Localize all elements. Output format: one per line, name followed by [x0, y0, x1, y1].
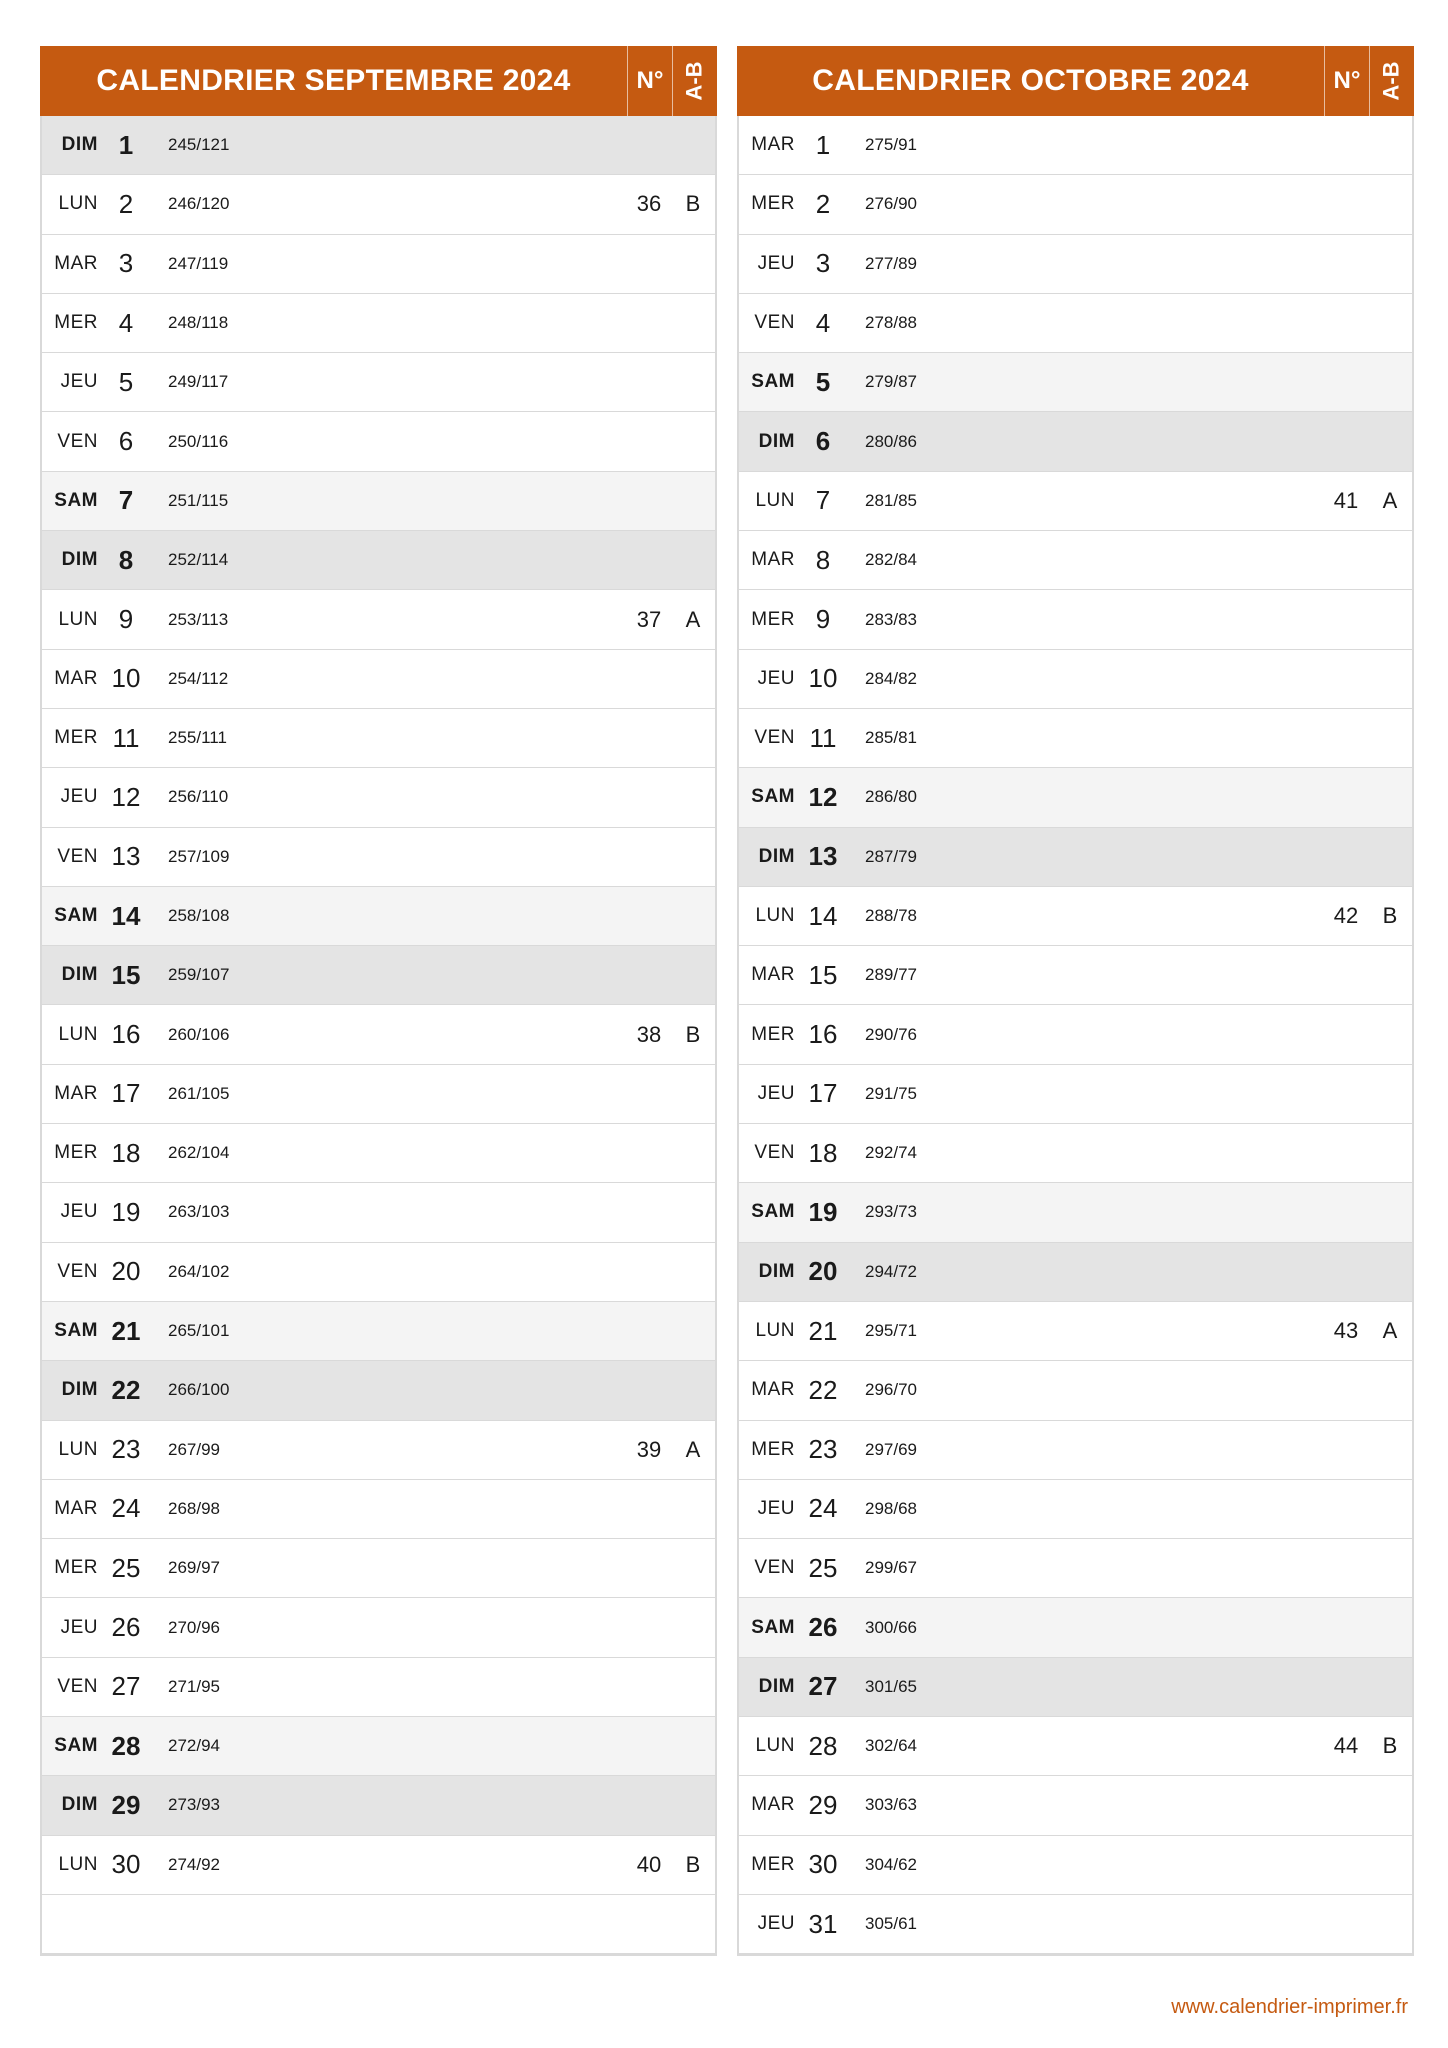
- day-of-year: 290/76: [865, 1024, 917, 1044]
- day-name: MAR: [751, 134, 795, 156]
- week-number: 41: [1333, 487, 1359, 513]
- day-name: MAR: [751, 1379, 795, 1401]
- day-name: JEU: [60, 371, 98, 393]
- day-of-year: 292/74: [865, 1143, 917, 1163]
- day-name: MER: [54, 312, 98, 334]
- day-name: MER: [751, 608, 795, 630]
- day-number: 27: [808, 1671, 838, 1702]
- day-of-year: 304/62: [865, 1854, 917, 1874]
- day-row: [42, 828, 715, 887]
- day-of-year: 294/72: [865, 1261, 917, 1281]
- day-number: 4: [815, 307, 831, 338]
- day-number: 16: [111, 1019, 141, 1050]
- ab-week: A: [1382, 1318, 1398, 1344]
- day-row: [739, 116, 1412, 175]
- day-of-year: 257/109: [168, 846, 230, 866]
- day-name: LUN: [755, 1320, 795, 1342]
- day-of-year: 286/80: [865, 787, 917, 807]
- day-number: 16: [808, 1019, 838, 1050]
- day-of-year: 302/64: [865, 1736, 917, 1756]
- day-of-year: 282/84: [865, 550, 917, 570]
- day-row: [739, 353, 1412, 412]
- day-number: 2: [815, 188, 831, 219]
- day-number: 13: [808, 841, 838, 872]
- day-number: 3: [118, 248, 134, 279]
- day-number: 26: [808, 1612, 838, 1643]
- day-row: [739, 650, 1412, 709]
- day-number: 27: [111, 1671, 141, 1702]
- day-name: MAR: [54, 1497, 98, 1519]
- calendar-header: [40, 46, 717, 116]
- day-of-year: 253/113: [168, 609, 229, 629]
- day-name: DIM: [61, 549, 98, 571]
- day-of-year: 255/111: [168, 728, 227, 748]
- day-of-year: 251/115: [168, 490, 229, 510]
- day-row: [42, 1776, 715, 1835]
- week-number: 37: [636, 606, 662, 632]
- calendar-october: [737, 46, 1414, 1956]
- day-number: 12: [808, 781, 838, 812]
- week-number: 43: [1333, 1318, 1359, 1344]
- day-of-year: 263/103: [168, 1202, 230, 1222]
- calendar-rows: [739, 116, 1412, 1954]
- day-name: DIM: [61, 964, 98, 986]
- day-number: 1: [815, 129, 831, 160]
- day-of-year: 285/81: [865, 728, 917, 748]
- day-row: [42, 1302, 715, 1361]
- day-number: 28: [111, 1730, 141, 1761]
- day-row: [42, 1183, 715, 1242]
- day-of-year: 273/93: [168, 1795, 220, 1815]
- day-of-year: 284/82: [865, 668, 917, 688]
- day-name: SAM: [54, 489, 98, 511]
- day-number: 20: [808, 1256, 838, 1287]
- day-of-year: 272/94: [168, 1736, 220, 1756]
- day-of-year: 268/98: [168, 1498, 220, 1518]
- day-number: 23: [111, 1434, 141, 1465]
- ab-week: B: [685, 1021, 701, 1047]
- day-name: LUN: [58, 1853, 98, 1875]
- day-number: 10: [111, 663, 141, 694]
- day-number: 20: [111, 1256, 141, 1287]
- day-number: 18: [808, 1137, 838, 1168]
- day-row: [739, 1776, 1412, 1835]
- day-name: LUN: [755, 905, 795, 926]
- ab-week-header: [1370, 46, 1414, 116]
- day-of-year: 299/67: [865, 1558, 917, 1578]
- day-row: [739, 1539, 1412, 1598]
- day-number: 21: [111, 1315, 141, 1346]
- day-number: 8: [815, 544, 831, 575]
- day-number: 23: [808, 1434, 838, 1465]
- day-number: 12: [111, 781, 141, 812]
- day-of-year: 258/108: [168, 906, 230, 925]
- day-row: [42, 1836, 715, 1895]
- day-of-year: 278/88: [865, 313, 917, 333]
- day-row: [42, 1124, 715, 1183]
- ab-week: B: [685, 191, 701, 217]
- day-of-year: 245/121: [168, 135, 230, 155]
- day-row: [42, 116, 715, 175]
- day-of-year: 248/118: [168, 313, 229, 333]
- day-of-year: 295/71: [865, 1321, 917, 1341]
- day-name: DIM: [61, 134, 98, 156]
- day-name: MAR: [54, 1082, 98, 1104]
- day-number: 22: [808, 1374, 838, 1405]
- day-number: 25: [808, 1552, 838, 1583]
- day-number: 31: [808, 1908, 838, 1939]
- day-of-year: 246/120: [168, 194, 230, 214]
- day-name: VEN: [754, 312, 795, 334]
- day-row: [739, 1243, 1412, 1302]
- day-name: MER: [54, 727, 98, 749]
- day-row: [42, 294, 715, 353]
- day-of-year: 289/77: [865, 965, 917, 985]
- day-number: 29: [111, 1789, 141, 1820]
- day-number: 14: [808, 900, 838, 931]
- day-name: VEN: [57, 430, 98, 452]
- day-row: [42, 472, 715, 531]
- week-number: 38: [636, 1021, 662, 1047]
- day-row: [739, 531, 1412, 590]
- day-number: 13: [111, 841, 141, 872]
- day-of-year: 288/78: [865, 906, 917, 925]
- day-of-year: 301/65: [865, 1676, 917, 1696]
- day-name: JEU: [757, 667, 795, 689]
- day-row: [739, 1658, 1412, 1717]
- day-row: [739, 768, 1412, 827]
- day-row: [42, 887, 715, 946]
- day-number: 30: [111, 1849, 141, 1880]
- day-name: SAM: [751, 371, 795, 393]
- day-name: LUN: [58, 193, 98, 215]
- day-row: [42, 531, 715, 590]
- day-of-year: 298/68: [865, 1498, 917, 1518]
- day-number: 4: [118, 307, 134, 338]
- day-name: SAM: [751, 1201, 795, 1223]
- day-number: 30: [808, 1849, 838, 1880]
- day-row: [739, 472, 1412, 531]
- day-number: 25: [111, 1552, 141, 1583]
- day-of-year: 279/87: [865, 372, 917, 392]
- day-of-year: 269/97: [168, 1558, 220, 1578]
- day-name: LUN: [58, 608, 98, 630]
- day-number: 28: [808, 1730, 838, 1761]
- day-row: [42, 235, 715, 294]
- day-of-year: 264/102: [168, 1261, 230, 1281]
- day-number: 9: [118, 604, 134, 635]
- day-row: [739, 709, 1412, 768]
- day-of-year: 262/104: [168, 1143, 230, 1163]
- day-of-year: 303/63: [865, 1795, 917, 1815]
- day-name: LUN: [58, 1023, 98, 1045]
- ab-week-header-label: A-B: [1378, 61, 1404, 101]
- day-name: VEN: [57, 1675, 98, 1697]
- day-name: JEU: [757, 252, 795, 274]
- day-row: [739, 294, 1412, 353]
- day-row: [42, 412, 715, 471]
- day-of-year: 249/117: [168, 372, 229, 392]
- day-row: [739, 887, 1412, 946]
- day-of-year: 296/70: [865, 1380, 917, 1400]
- day-of-year: 300/66: [865, 1617, 917, 1637]
- day-name: MAR: [751, 549, 795, 571]
- day-row: [42, 946, 715, 1005]
- day-row: [42, 1361, 715, 1420]
- day-row: [42, 353, 715, 412]
- day-row: [739, 175, 1412, 234]
- day-row: [42, 1065, 715, 1124]
- calendar-title: CALENDRIER SEPTEMBRE 2024: [40, 46, 628, 116]
- day-row: [739, 590, 1412, 649]
- day-of-year: 261/105: [168, 1083, 230, 1103]
- day-of-year: 297/69: [865, 1439, 917, 1459]
- week-number: 42: [1333, 903, 1359, 928]
- day-name: VEN: [754, 1142, 795, 1164]
- day-row: [42, 1243, 715, 1302]
- day-of-year: 277/89: [865, 253, 917, 273]
- day-name: DIM: [61, 1379, 98, 1401]
- ab-week: A: [685, 606, 701, 632]
- day-number: 6: [815, 426, 831, 457]
- day-name: LUN: [755, 489, 795, 511]
- day-name: DIM: [758, 1675, 795, 1697]
- day-name: MAR: [751, 964, 795, 986]
- day-row: [42, 175, 715, 234]
- ab-week-header: [673, 46, 717, 116]
- day-row: [739, 1361, 1412, 1420]
- day-of-year: 270/96: [168, 1617, 220, 1637]
- day-name: SAM: [54, 1735, 98, 1757]
- day-name: MAR: [751, 1794, 795, 1816]
- day-number: 7: [815, 485, 831, 516]
- day-name: SAM: [54, 905, 98, 926]
- day-row: [739, 946, 1412, 1005]
- day-name: MAR: [54, 252, 98, 274]
- day-name: JEU: [757, 1913, 795, 1935]
- day-of-year: 283/83: [865, 609, 917, 629]
- day-name: DIM: [758, 845, 795, 867]
- day-row: [739, 1421, 1412, 1480]
- day-row: [739, 1005, 1412, 1064]
- day-of-year: 287/79: [865, 846, 917, 866]
- day-number: 15: [808, 959, 838, 990]
- day-of-year: 265/101: [168, 1321, 230, 1341]
- week-number: 40: [636, 1851, 662, 1877]
- day-of-year: 254/112: [168, 668, 229, 688]
- day-name: DIM: [758, 430, 795, 452]
- day-number: 10: [808, 663, 838, 694]
- day-name: MER: [751, 1023, 795, 1045]
- day-row: [739, 1302, 1412, 1361]
- day-number: 22: [111, 1374, 141, 1405]
- day-row: [739, 1124, 1412, 1183]
- day-number: 5: [118, 366, 134, 397]
- footer-url[interactable]: www.calendrier-imprimer.fr: [1171, 1996, 1408, 2018]
- day-number: 26: [111, 1612, 141, 1643]
- day-name: SAM: [54, 1320, 98, 1342]
- day-name: JEU: [60, 1201, 98, 1223]
- day-name: MER: [751, 1438, 795, 1460]
- day-number: 24: [808, 1493, 838, 1524]
- day-number: 18: [111, 1137, 141, 1168]
- day-name: JEU: [60, 786, 98, 808]
- day-of-year: 276/90: [865, 194, 917, 214]
- day-number: 1: [118, 129, 134, 160]
- day-of-year: 247/119: [168, 253, 229, 273]
- week-number-header: N°: [628, 46, 673, 116]
- day-name: VEN: [754, 1557, 795, 1579]
- day-row: [42, 1421, 715, 1480]
- day-of-year: 275/91: [865, 135, 917, 155]
- day-name: SAM: [751, 1616, 795, 1638]
- day-row: [739, 828, 1412, 887]
- ab-week: B: [1382, 1733, 1398, 1759]
- ab-week: B: [1382, 903, 1398, 928]
- day-of-year: 293/73: [865, 1202, 917, 1222]
- day-of-year: 274/92: [168, 1854, 220, 1874]
- day-number: 9: [815, 604, 831, 635]
- day-of-year: 259/107: [168, 965, 230, 985]
- day-number: 15: [111, 959, 141, 990]
- day-name: JEU: [757, 1497, 795, 1519]
- day-number: 21: [808, 1315, 838, 1346]
- day-row: [42, 1895, 715, 1954]
- day-name: LUN: [755, 1735, 795, 1757]
- day-row: [42, 1005, 715, 1064]
- day-row: [739, 412, 1412, 471]
- day-name: LUN: [58, 1438, 98, 1460]
- day-row: [739, 1183, 1412, 1242]
- day-of-year: 256/110: [168, 787, 229, 807]
- day-name: DIM: [758, 1260, 795, 1282]
- day-number: 24: [111, 1493, 141, 1524]
- day-name: MAR: [54, 667, 98, 689]
- day-of-year: 291/75: [865, 1083, 917, 1103]
- day-of-year: 305/61: [865, 1914, 917, 1934]
- week-number: 44: [1333, 1733, 1359, 1759]
- day-row: [739, 1717, 1412, 1776]
- day-name: JEU: [60, 1616, 98, 1638]
- week-number: 39: [636, 1436, 662, 1462]
- day-name: JEU: [757, 1082, 795, 1104]
- day-of-year: 280/86: [865, 431, 917, 451]
- day-of-year: 266/100: [168, 1380, 230, 1400]
- day-of-year: 250/116: [168, 431, 229, 451]
- day-name: VEN: [57, 1260, 98, 1282]
- ab-week-header-label: A-B: [681, 61, 707, 101]
- day-name: VEN: [754, 727, 795, 749]
- day-of-year: 260/106: [168, 1024, 230, 1044]
- day-row: [42, 1658, 715, 1717]
- day-row: [739, 1598, 1412, 1657]
- day-of-year: 252/114: [168, 550, 229, 570]
- day-of-year: 281/85: [865, 490, 917, 510]
- day-number: 17: [808, 1078, 838, 1109]
- day-row: [42, 1480, 715, 1539]
- day-of-year: 271/95: [168, 1676, 220, 1696]
- day-row: [42, 1717, 715, 1776]
- ab-week: B: [685, 1851, 701, 1877]
- calendar-rows: [42, 116, 715, 1954]
- week-number-header: N°: [1325, 46, 1370, 116]
- calendar-header: [737, 46, 1414, 116]
- day-row: [42, 650, 715, 709]
- day-row: [42, 768, 715, 827]
- day-number: 11: [112, 722, 140, 753]
- day-row: [42, 709, 715, 768]
- day-name: MER: [54, 1557, 98, 1579]
- calendar-title: CALENDRIER OCTOBRE 2024: [737, 46, 1325, 116]
- day-name: MER: [751, 193, 795, 215]
- day-number: 19: [111, 1196, 141, 1227]
- day-number: 3: [815, 248, 831, 279]
- ab-week: A: [1382, 487, 1398, 513]
- day-number: 29: [808, 1789, 838, 1820]
- day-row: [42, 1598, 715, 1657]
- day-number: 5: [815, 366, 831, 397]
- day-name: VEN: [57, 845, 98, 867]
- day-name: SAM: [751, 786, 795, 808]
- day-number: 7: [118, 485, 134, 516]
- day-number: 2: [118, 188, 134, 219]
- day-number: 19: [808, 1196, 838, 1227]
- day-name: MER: [54, 1142, 98, 1164]
- calendar-september: [40, 46, 717, 1956]
- ab-week: A: [685, 1436, 701, 1462]
- day-row: [739, 1065, 1412, 1124]
- day-row: [42, 590, 715, 649]
- day-number: 8: [118, 544, 134, 575]
- day-row: [739, 1836, 1412, 1895]
- day-row: [739, 1895, 1412, 1954]
- day-number: 17: [111, 1078, 141, 1109]
- day-number: 11: [809, 722, 837, 753]
- day-row: [739, 235, 1412, 294]
- day-of-year: 267/99: [168, 1439, 220, 1459]
- day-number: 6: [118, 426, 134, 457]
- day-number: 14: [111, 900, 141, 931]
- day-name: MER: [751, 1853, 795, 1875]
- day-row: [739, 1480, 1412, 1539]
- day-name: DIM: [61, 1794, 98, 1816]
- week-number: 36: [636, 191, 662, 217]
- day-row: [42, 1539, 715, 1598]
